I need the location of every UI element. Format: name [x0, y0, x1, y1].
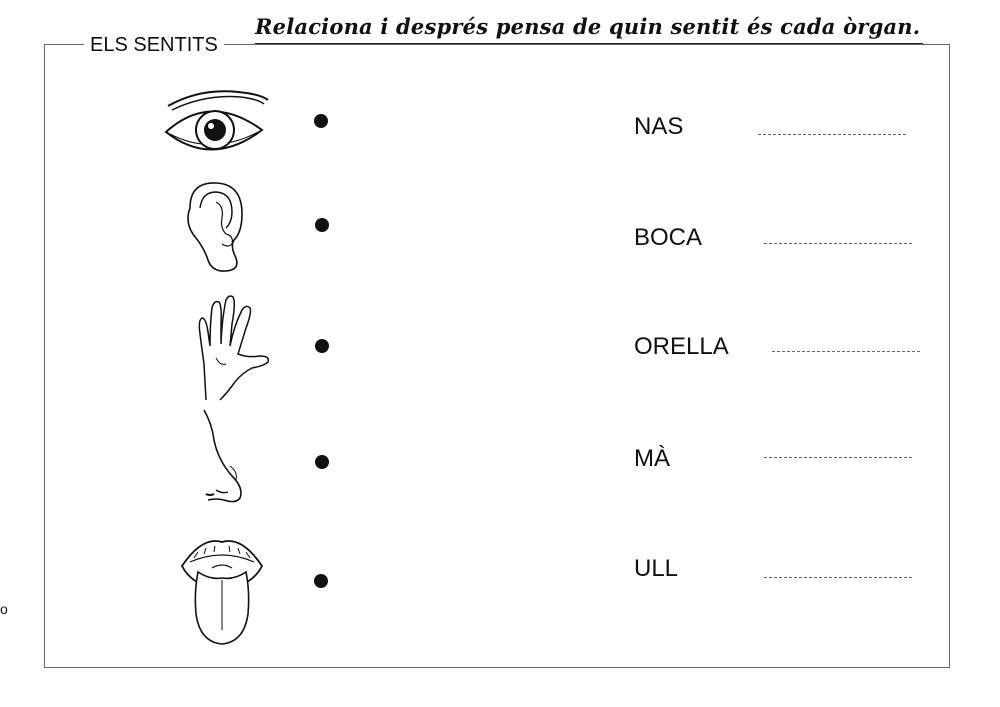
edge-mark: o	[0, 601, 8, 617]
answer-line-2[interactable]	[764, 243, 912, 244]
match-dot-4[interactable]	[315, 455, 329, 469]
answer-line-1[interactable]	[758, 134, 906, 135]
answer-line-5[interactable]	[764, 577, 912, 578]
match-dot-3[interactable]	[315, 339, 329, 353]
word-ull[interactable]: ULL	[634, 555, 679, 582]
answer-line-4[interactable]	[764, 457, 912, 458]
hand-icon	[186, 294, 272, 404]
match-dot-1[interactable]	[314, 114, 328, 128]
match-dot-2[interactable]	[315, 218, 329, 232]
answer-line-3[interactable]	[772, 351, 920, 352]
word-nas[interactable]: NAS	[634, 113, 684, 140]
eye-icon	[160, 84, 272, 160]
instruction-heading: Relaciona i després pensa de quin sentit és cada òrgan.	[255, 14, 921, 39]
mouth-icon	[172, 524, 272, 654]
ear-icon	[176, 178, 256, 276]
match-dot-5[interactable]	[314, 574, 328, 588]
word-orella[interactable]: ORELLA	[634, 333, 729, 360]
word-ma[interactable]: MÀ	[634, 445, 670, 472]
word-boca[interactable]: BOCA	[634, 224, 703, 251]
nose-icon	[190, 406, 266, 510]
frame-title: ELS SENTITS	[84, 34, 224, 57]
